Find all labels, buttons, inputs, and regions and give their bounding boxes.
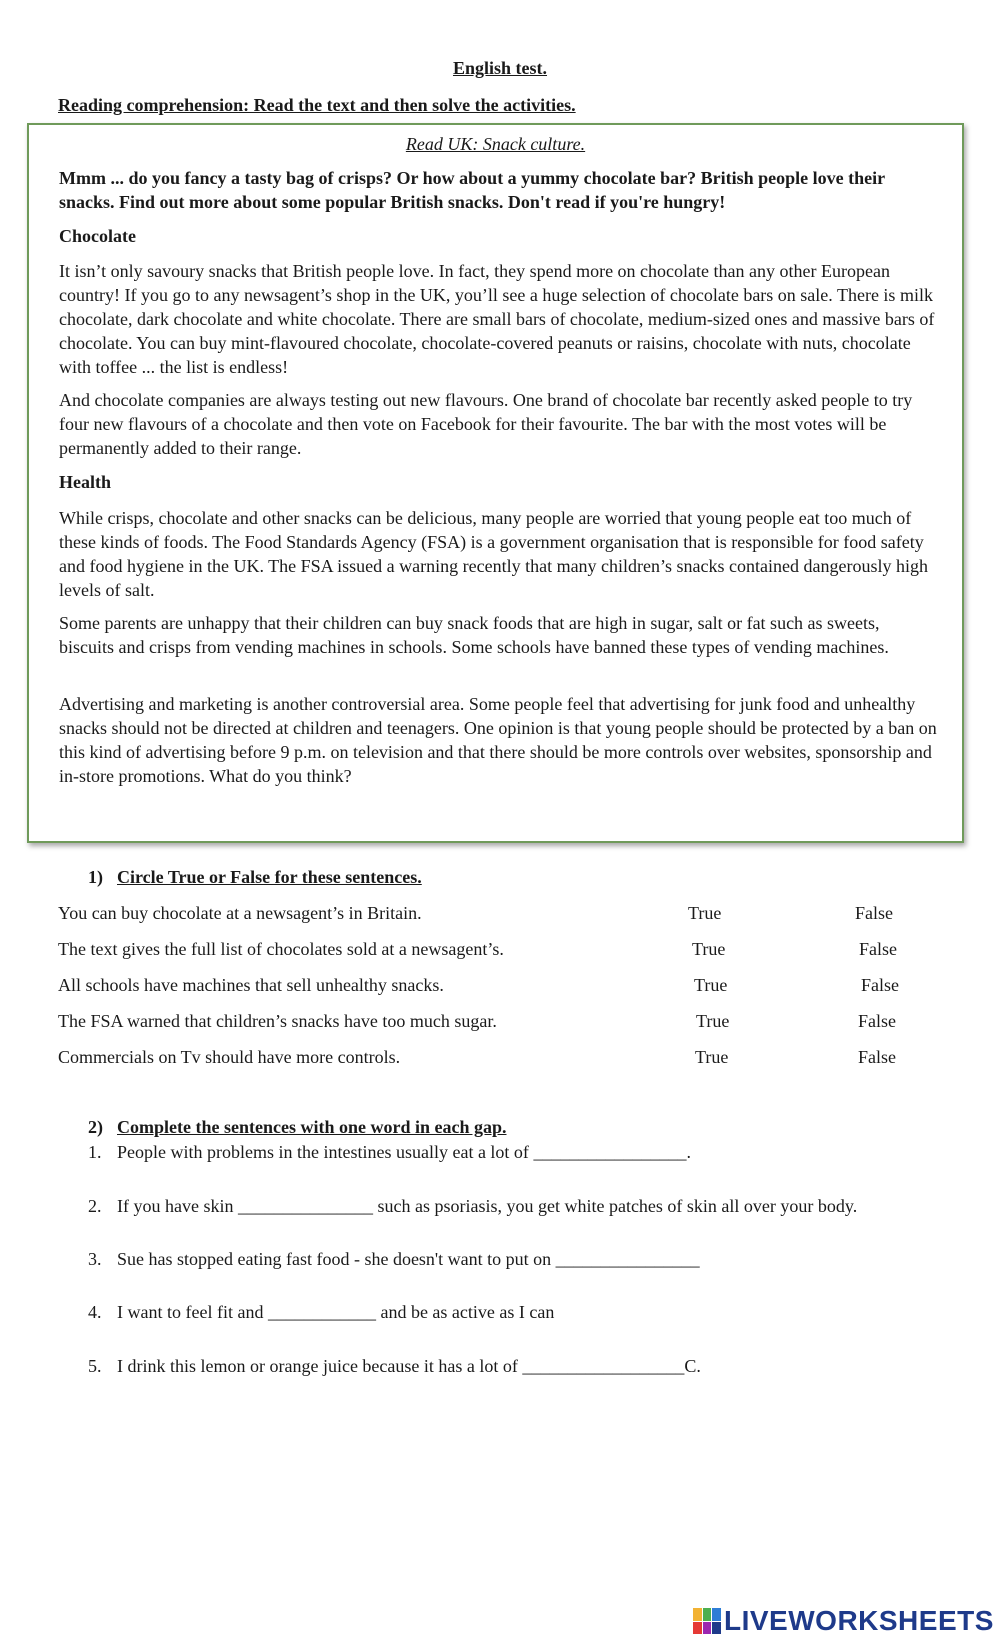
answer-gap[interactable]: ________________ bbox=[555, 1249, 700, 1269]
sentence-start: I drink this lemon or orange juice because it has a lot of bbox=[117, 1356, 518, 1376]
sentence-end: and be as active as I can bbox=[380, 1302, 555, 1322]
statement: All schools have machines that sell unhealthy snacks. bbox=[58, 975, 444, 995]
true-false-row bbox=[58, 1011, 958, 1037]
item-number: 2. bbox=[88, 1196, 102, 1216]
sentence-start: People with problems in the intestines usually eat a lot of bbox=[117, 1142, 529, 1162]
item-number: 4. bbox=[88, 1302, 102, 1322]
false-option[interactable]: False bbox=[855, 903, 893, 923]
answer-gap[interactable]: ____________ bbox=[267, 1302, 376, 1322]
statement: Commercials on Tv should have more controls. bbox=[58, 1047, 401, 1067]
test-title: English test. bbox=[452, 58, 548, 78]
paragraph-2: And chocolate companies are always testing out new flavours. One brand of chocolate bar recently asked people to try four new flavours of a chocolate and then vote on Facebook for their favourite. The bar with the most votes will be permanently added to their range. bbox=[59, 390, 913, 458]
true-option[interactable]: True bbox=[694, 975, 728, 995]
section-2-heading bbox=[88, 1117, 506, 1138]
true-false-row bbox=[58, 939, 958, 965]
answer-gap[interactable]: __________________ bbox=[522, 1356, 685, 1376]
gap-fill-item bbox=[88, 1302, 968, 1323]
true-option[interactable]: True bbox=[695, 1047, 729, 1067]
statement: The text gives the full list of chocolates sold at a newsagent’s. bbox=[58, 939, 504, 959]
reading-instructions: Reading comprehension: Read the text and then solve the activities. bbox=[58, 95, 576, 115]
true-false-row bbox=[58, 1047, 958, 1073]
false-option[interactable]: False bbox=[861, 975, 899, 995]
reading-intro: Mmm ... do you fancy a tasty bag of crisps? Or how about a yummy chocolate bar? British people love their snacks. Find out more about some popular British snacks. Don't read if you're hungry! bbox=[59, 168, 885, 212]
heading-health: Health bbox=[59, 472, 111, 492]
false-option[interactable]: False bbox=[858, 1047, 896, 1067]
sentence-end: C. bbox=[684, 1356, 701, 1376]
gap-fill-item bbox=[88, 1142, 968, 1163]
statement: The FSA warned that children’s snacks have too much sugar. bbox=[58, 1011, 497, 1031]
answer-gap[interactable]: _________________ bbox=[533, 1142, 687, 1162]
item-number: 3. bbox=[88, 1249, 102, 1269]
true-false-row bbox=[58, 903, 958, 929]
sentence-start: If you have skin bbox=[117, 1196, 234, 1216]
sentence-start: I want to feel fit and bbox=[117, 1302, 264, 1322]
section-1-number: 1) bbox=[88, 867, 103, 887]
false-option[interactable]: False bbox=[859, 939, 897, 959]
statement: You can buy chocolate at a newsagent’s in Britain. bbox=[58, 903, 422, 923]
true-false-row bbox=[58, 975, 958, 1001]
true-option[interactable]: True bbox=[692, 939, 726, 959]
liveworksheets-logo bbox=[693, 1605, 994, 1637]
sentence-start: Sue has stopped eating fast food - she doesn't want to put on bbox=[117, 1249, 552, 1269]
paragraph-5: Advertising and marketing is another controversial area. Some people feel that advertising for junk food and unhealthy snacks should not be directed at children and teenagers. One opinion is that young people should be protected by a ban on this kind of advertising before 9 p.m. on television and that there should be more controls over websites, sponsorship and in-store promotions. What do you think? bbox=[59, 694, 937, 786]
liveworksheets-brand: LIVEWORKSHEETS bbox=[724, 1605, 994, 1636]
answer-gap[interactable]: _______________ bbox=[237, 1196, 373, 1216]
liveworksheets-mark-icon bbox=[693, 1608, 721, 1634]
false-option[interactable]: False bbox=[858, 1011, 896, 1031]
true-option[interactable]: True bbox=[688, 903, 722, 923]
sentence-end: such as psoriasis, you get white patches of skin all over your body. bbox=[377, 1196, 858, 1216]
item-number: 5. bbox=[88, 1356, 102, 1376]
true-option[interactable]: True bbox=[696, 1011, 730, 1031]
paragraph-1: It isn’t only savoury snacks that British people love. In fact, they spend more on chocolate than any other European country! If you go to any newsagent’s shop in the UK, you’ll see a huge selection of chocolate bars on sale. There is milk chocolate, dark chocolate and white chocolate. There are small bars of chocolate, medium-sized ones and massive bars of chocolate. You can buy mint-flavoured chocolate, chocolate-covered peanuts or raisins, chocolate with nuts, chocolate with toffee ... the list is endless! bbox=[59, 261, 935, 377]
section-2-number: 2) bbox=[88, 1117, 103, 1137]
reading-title: Read UK: Snack culture. bbox=[405, 134, 586, 154]
heading-chocolate: Chocolate bbox=[59, 226, 136, 246]
paragraph-4: Some parents are unhappy that their children can buy snack foods that are high in sugar, salt or fat such as sweets, biscuits and crisps from vending machines in schools. Some schools have banned these types of vending machines. bbox=[59, 613, 889, 657]
gap-fill-item bbox=[88, 1356, 968, 1377]
reading-text-box bbox=[27, 123, 964, 843]
gap-fill-item bbox=[88, 1196, 968, 1217]
gap-fill-item bbox=[88, 1249, 968, 1270]
item-number: 1. bbox=[88, 1142, 102, 1162]
paragraph-3: While crisps, chocolate and other snacks can be delicious, many people are worried that young people eat too much of these kinds of foods. The Food Standards Agency (FSA) is a government organisation that is responsible for food safety and food hygiene in the UK. The FSA issued a warning recently that many children’s snacks contained dangerously high levels of salt. bbox=[59, 508, 928, 600]
section-1-heading bbox=[88, 867, 422, 888]
sentence-end: . bbox=[686, 1142, 691, 1162]
section-2-title: Complete the sentences with one word in each gap. bbox=[117, 1117, 507, 1137]
section-1-title: Circle True or False for these sentences. bbox=[117, 867, 422, 887]
